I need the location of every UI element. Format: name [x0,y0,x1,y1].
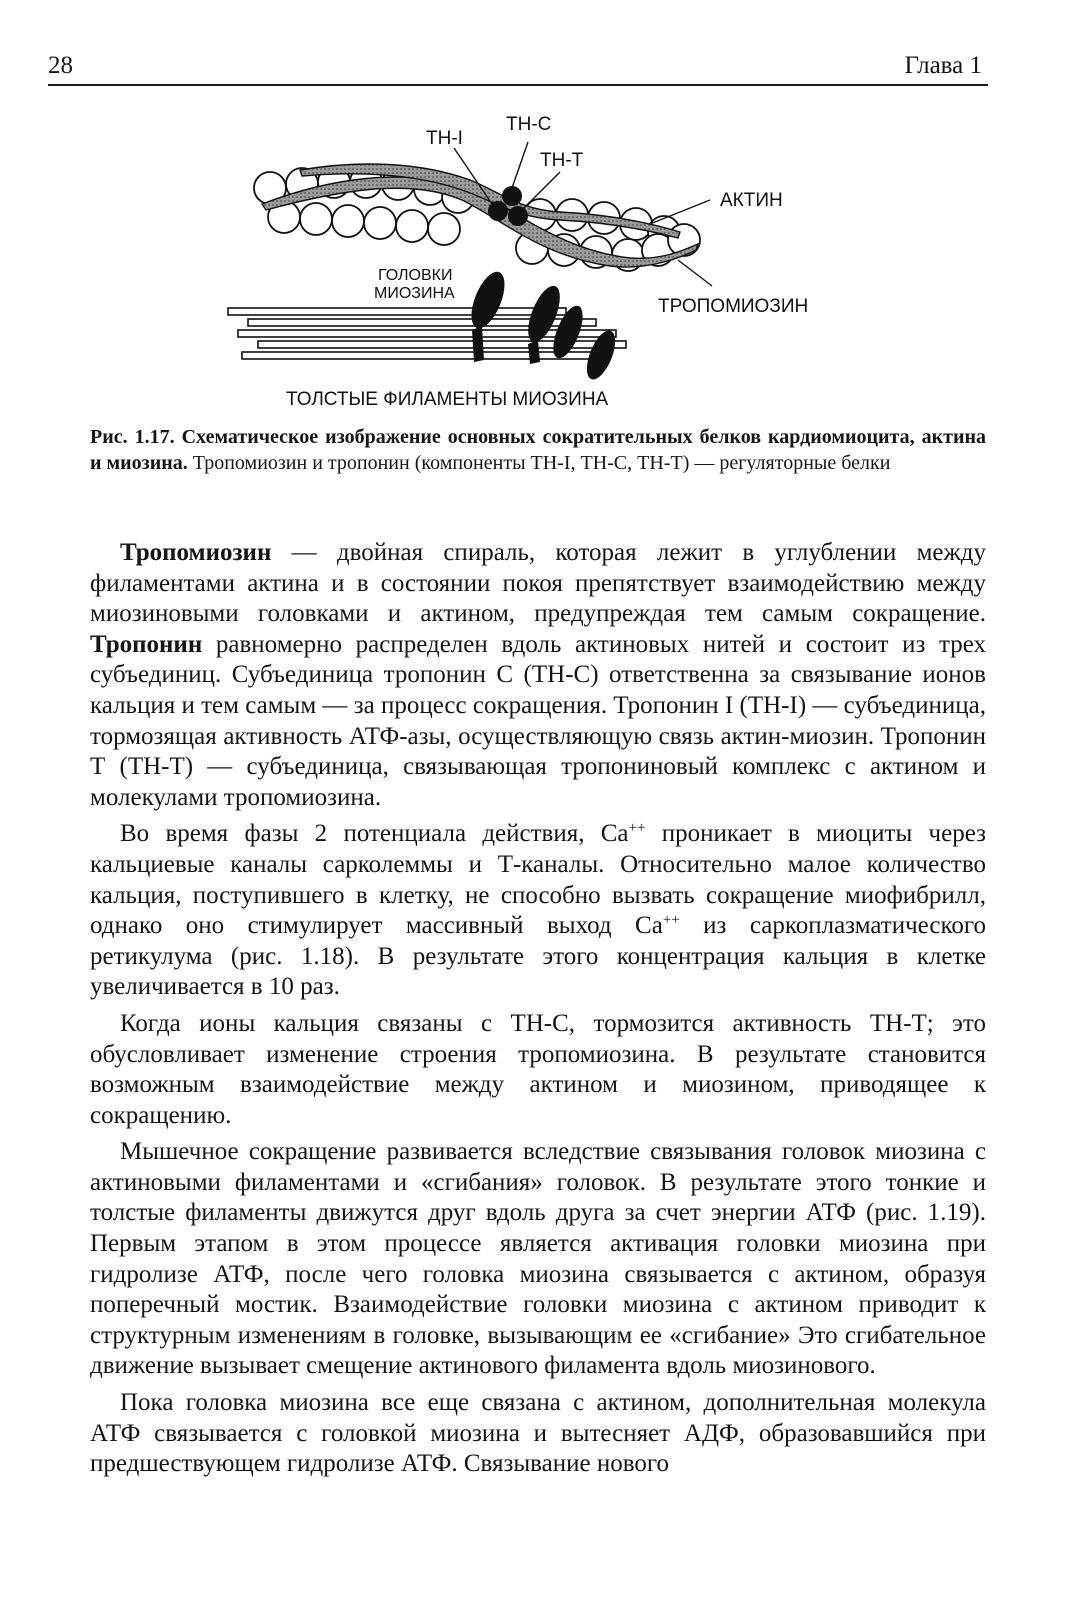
body-text [90,538,986,1486]
paragraph-text: равномерно распределен вдоль актиновых нитей и состоит из трех субъединиц. Субъединица тропонин С (ТН-С) ответственна за связывание ионов кальция и тем самым — за процесс сокращения. Тропонин I (ТН-I) — субъединица, тормозящая активность АТФ-азы, осуществляющую связь актин-миозин. Тропонин Т (ТН-Т) — субъединица, связывающая тропониновый комплекс с актином и молекулами тропомиозина. [90,630,986,811]
chapter-title: Глава 1 [904,52,982,79]
paragraph-tropomyosin [90,538,986,813]
label-th-i: ТН-I [426,128,463,149]
paragraph-text: — двойная спираль, которая лежит в углублении между филаментами актина и в состоянии покоя препятствует взаимодействию между миозиновыми головками и актином, предупреждая тем самым сокращение. [90,539,986,628]
label-myosin-heads-1: ГОЛОВКИ [378,267,453,284]
term-tropomyosin: Тропомиозин [120,539,272,566]
caption-text: Тропомиозин и тропонин (компоненты ТН-I, ТН-С, ТН-Т) — регуляторные белки [187,452,891,474]
label-thick-filaments: ТОЛСТЫЕ ФИЛАМЕНТЫ МИОЗИНА [286,389,609,410]
paragraph-text: Во время фазы 2 потенциала действия, Са [120,820,629,848]
caption-prefix: Рис. 1.17. Схематическое изображение основных сократительных белков кардиомиоцита, актина и миозина. [90,426,986,474]
term-troponin: Тропонин [90,630,203,658]
label-th-c: ТН-С [506,114,552,135]
page-number: 28 [48,52,73,79]
superscript: ++ [628,820,646,837]
paragraph-atp: Пока головка миозина все еще связана с актином, дополнительная молекула АТФ связывается с головкой миозина и вытесняет АДФ, образовавшийся при предшествующем гидролизе АТФ. Связывание нового [90,1389,986,1478]
label-myosin-heads-2: МИОЗИНА [374,285,455,302]
figure-diagram [0,100,1076,420]
figure-caption [90,424,986,476]
paragraph-text: из саркоплазматического ретикулума (рис. 1.18). В результате этого концентрация кальция в клетке увеличивается в 10 раз. [90,912,986,1001]
label-actin: АКТИН [720,190,783,211]
running-header [48,52,988,86]
paragraph-calcium [90,819,986,1003]
label-tropomyosin: ТРОПОМИОЗИН [658,296,809,317]
superscript: ++ [662,912,680,929]
label-th-t: ТН-Т [540,150,584,171]
paragraph-contraction: Мышечное сокращение развивается вследствие связывания головок миозина с актиновыми филаментами и «сгибания» головок. В результате этого тонкие и толстые филаменты движутся друг вдоль друга за счет энергии АТФ (рис. 1.19). Первым этапом в этом процессе является активация головки миозина при гидролизе АТФ, после чего головка миозина связывается с актином, образуя поперечный мостик. Взаимодействие головки миозина с актином приводит к структурным изменениям в головке, вызывающим ее «сгибание» Это сгибательное движение вызывает смещение актинового филамента вдоль миозинового. [90,1138,986,1380]
paragraph-calcium-binding: Когда ионы кальция связаны с ТН-С, тормозится активность ТН-Т; это обусловливает изменение строения тропомиозина. В результате становится возможным взаимодействие между актином и миозином, приводящее к сокращению. [90,1009,986,1129]
paragraph-text: проникает в миоциты через кальциевые каналы сарколеммы и Т-каналы. Относительно малое количество кальция, поступившего в клетку, не способно вызвать сокращение миофибрилл, однако оно стимулирует массивный выход Са [90,820,986,940]
